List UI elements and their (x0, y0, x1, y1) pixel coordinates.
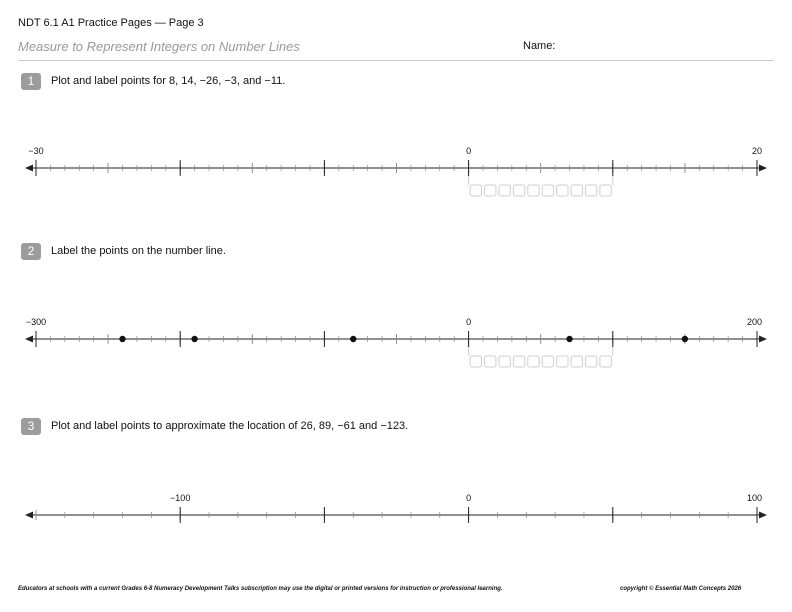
question-prompt: Plot and label points to approximate the location of 26, 89, −61 and −123. (51, 420, 409, 432)
tick-label: −300 (25, 317, 47, 327)
name-label: Name: (523, 40, 556, 52)
tick-label: −30 (28, 146, 44, 156)
footer-copyright: copyright © Essential Math Concepts 2026 (620, 586, 742, 592)
tick-label: −100 (170, 493, 191, 503)
question-prompt: Label the points on the number line. (51, 245, 226, 257)
question-number-badge: 2 (21, 243, 41, 260)
footer-notice: Educators at schools with a current Grades 6-8 Numeracy Development Talks subscription may use the digital or printed versions for instruction or professional learning. (18, 586, 503, 592)
arrow-right-icon (759, 512, 767, 519)
page-title: NDT 6.1 A1 Practice Pages — Page 3 (18, 17, 204, 29)
tick-label: 100 (746, 493, 762, 503)
tick-label: 200 (746, 317, 762, 327)
arrow-left-icon (25, 512, 33, 519)
question-prompt: Plot and label points for 8, 14, −26, −3, and −11. (51, 75, 286, 87)
tick-label: 0 (466, 146, 472, 156)
tick-label: 0 (466, 317, 472, 327)
question-number-badge: 1 (21, 73, 41, 90)
tick-label: 20 (751, 146, 762, 156)
tick-label: 0 (466, 493, 472, 503)
worksheet-subtitle: Measure to Represent Integers on Number Lines (18, 39, 300, 54)
question-number-badge: 3 (21, 418, 41, 435)
